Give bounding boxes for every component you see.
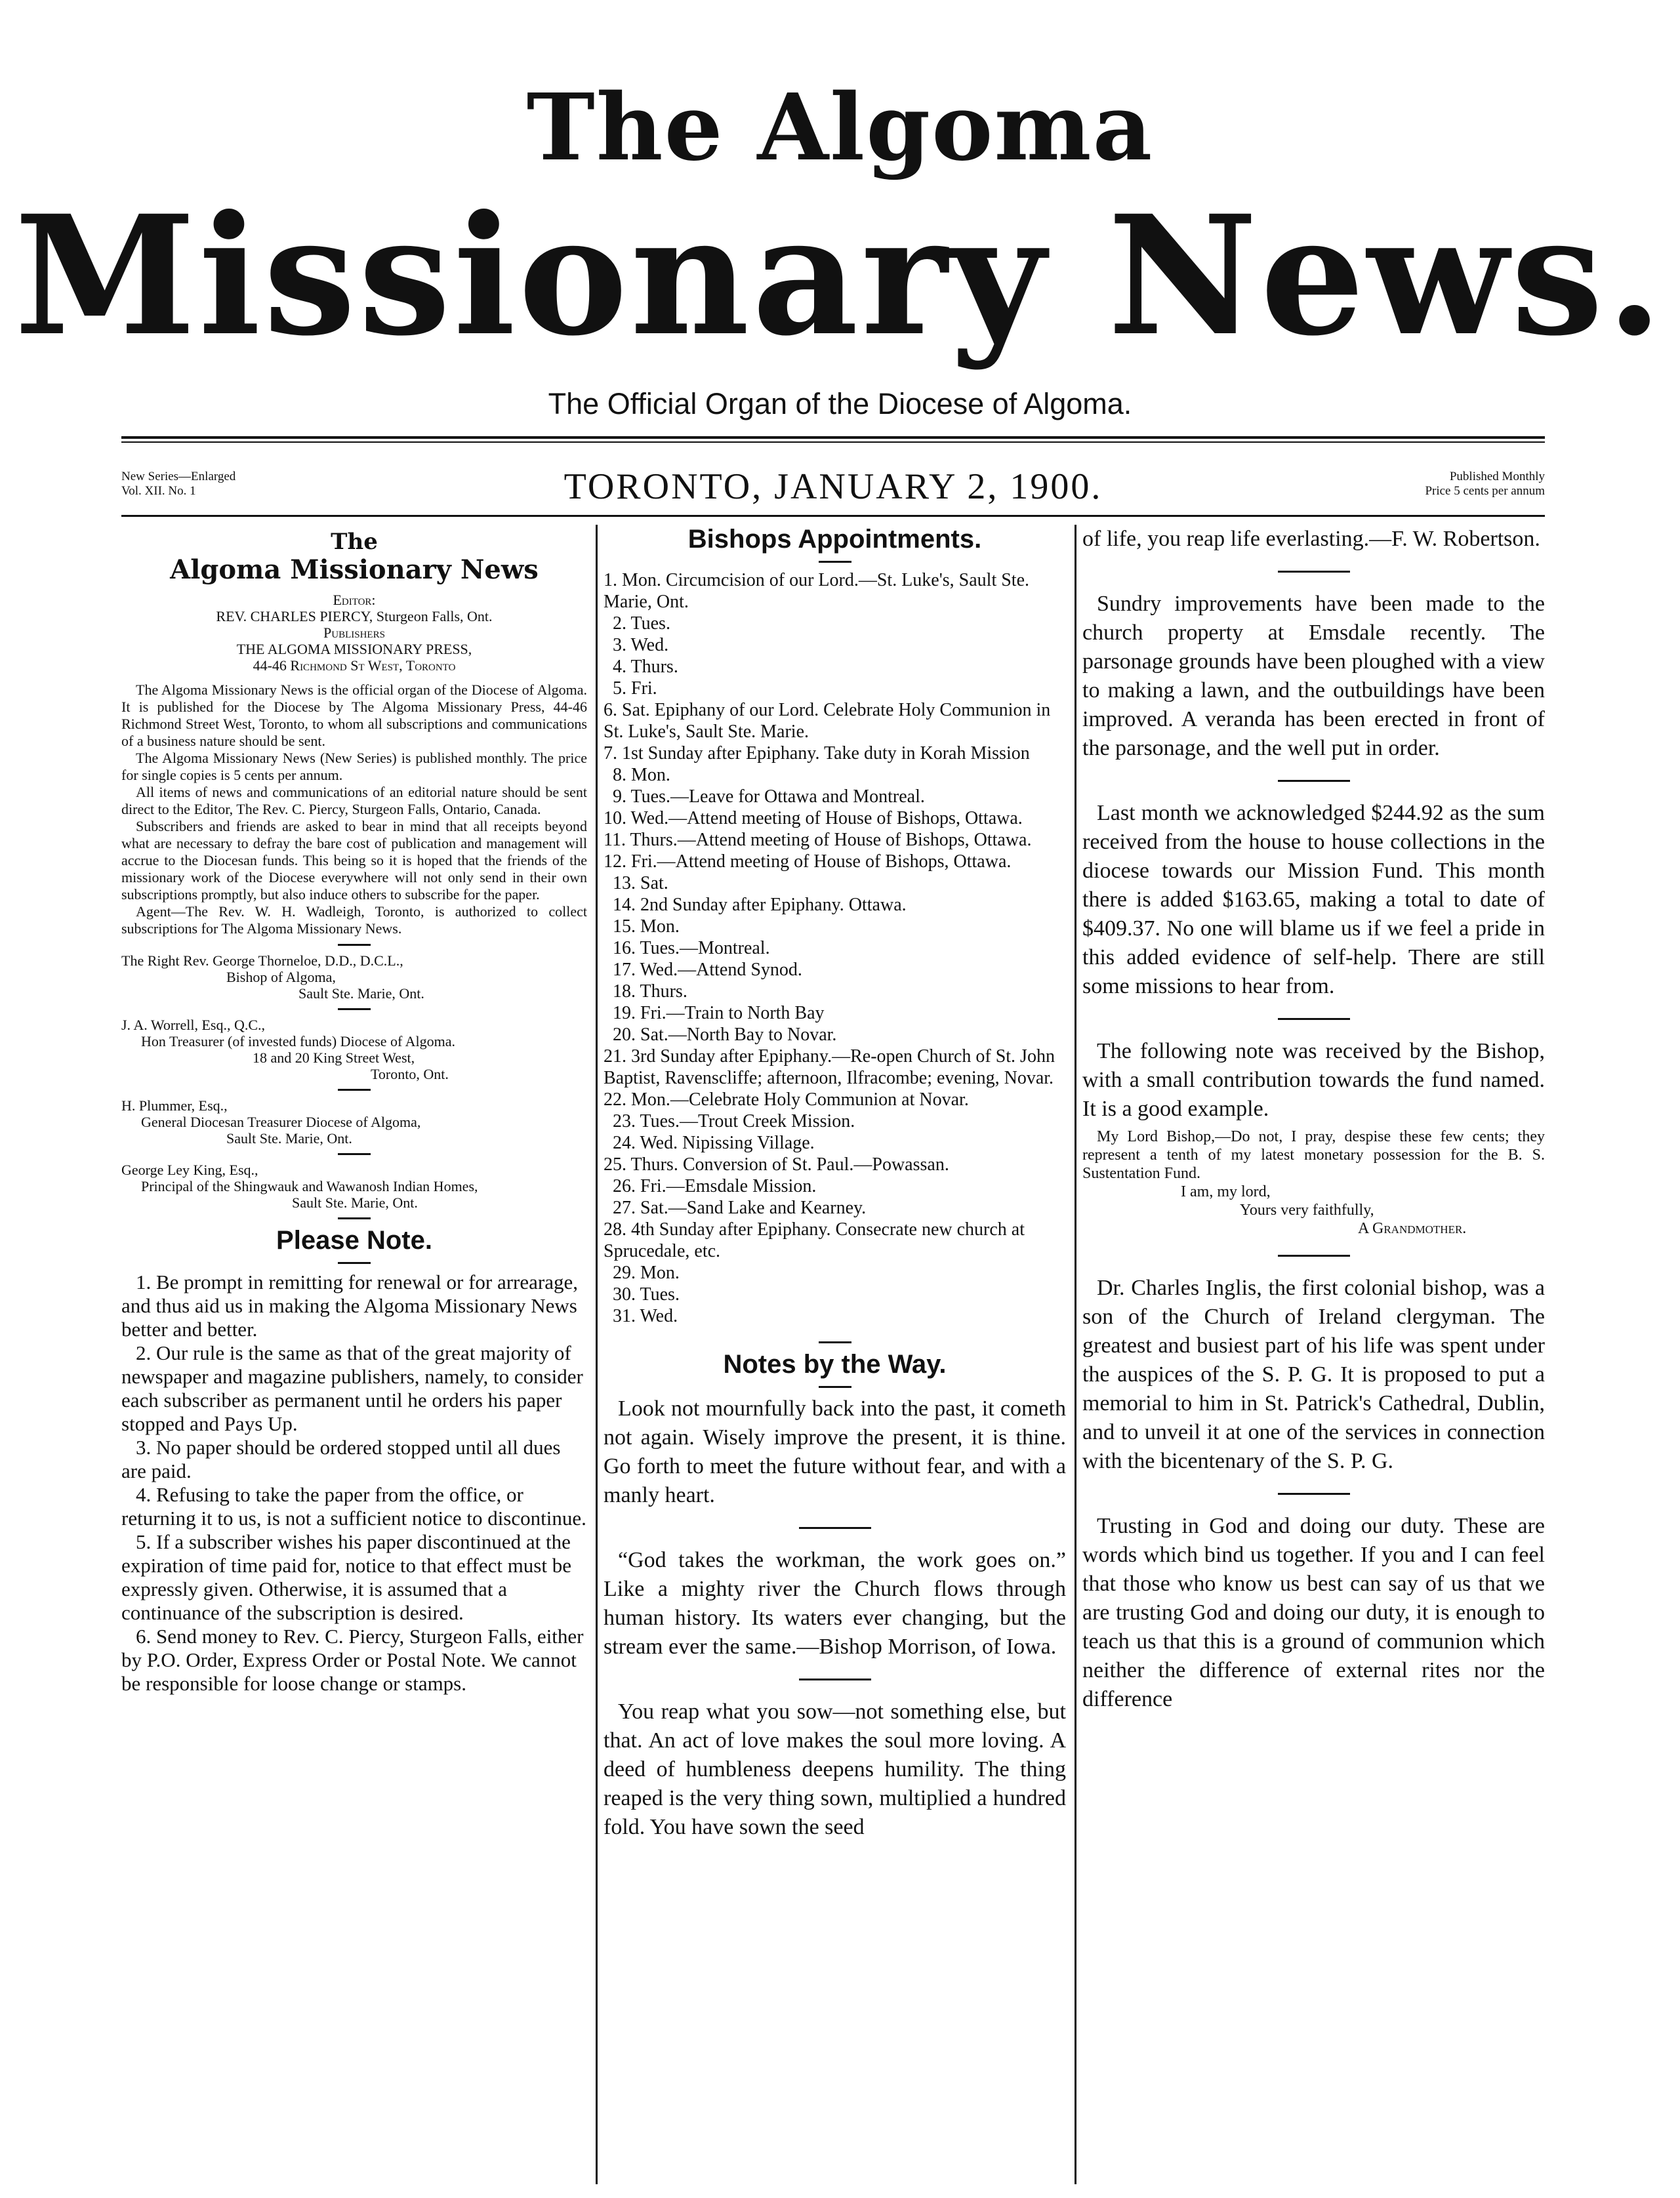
appointment-item: 10. Wed.—Attend meeting of House of Bishops, Ottawa.: [604, 808, 1023, 828]
note-4: 4. Refusing to take the paper from the office, or returning it to us, is not a sufficient notice to discontinue.: [121, 1483, 586, 1530]
divider: [819, 561, 851, 563]
top-rule-thin: [121, 441, 1545, 443]
issue-date: TORONTO, JANUARY 2, 1900.: [563, 466, 1103, 507]
appointment-item: 2. Tues.: [613, 613, 670, 634]
appointment-item: 4. Thurs.: [613, 657, 678, 677]
grandmother-letter: My Lord Bishop,—Do not, I pray, despise these few cents; they represent a tenth of my latest monetary possession for the B. S. Sustentation Fund.: [1082, 1128, 1545, 1182]
agent-paragraph: Agent—The Rev. W. H. Wadleigh, Toronto, is authorized to collect subscriptions for The Algoma Missionary News.: [121, 903, 587, 937]
column-2: [604, 525, 1066, 1842]
box-title: Algoma Missionary News: [170, 554, 539, 585]
divider: [799, 1527, 871, 1529]
inglis-paragraph: Dr. Charles Inglis, the first colonial bishop, was a son of the Church of Ireland clergyman. The greatest and busiest part of his life was spent under the auspices of the S. P. G. It is proposed to put a memorial to him in St. Patrick's Cathedral, Dublin, and to unveil it at one of the services in connection with the bicentenary of the S. P. G.: [1082, 1276, 1545, 1473]
publishers-label: Publishers: [323, 624, 385, 641]
price-paragraph: The Algoma Missionary News (New Series) is published monthly. The price for single copies is 5 cents per annum.: [121, 750, 587, 783]
masthead-line1: The Algoma: [526, 74, 1154, 182]
appointment-item: 9. Tues.—Leave for Ottawa and Montreal.: [613, 786, 925, 807]
top-rule: [121, 436, 1545, 439]
appointment-item: 18. Thurs.: [613, 981, 687, 1002]
appointment-item: 3. Wed.: [613, 635, 669, 655]
notes-paragraph-3: You reap what you sow—not something else, but that. An act of love makes the soul more loving. A deed of humbleness deepens humility. The thing reaped is the very thing sown, multiplied a hundred fold. You have sown the seed: [604, 1699, 1066, 1839]
continued-paragraph: of life, you reap life everlasting.—F. W. Robertson.: [1082, 527, 1540, 551]
divider: [1278, 780, 1350, 782]
series-info: New Series—Enlarged Vol. XII. No. 1: [121, 470, 236, 498]
appointment-item: 12. Fri.—Attend meeting of House of Bishops, Ottawa.: [604, 851, 1012, 872]
note-2: 2. Our rule is the same as that of the great majority of newspaper and magazine publishers, namely, to consider each subscriber as permanent until he orders his paper stopped and Pays Up.: [121, 1341, 583, 1435]
emsdale-paragraph: Sundry improvements have been made to the church property at Emsdale recently. The parsonage grounds have been ploughed with a view to making a lawn, and the outbuildings have been improved. A veranda has been erected in front of the parsonage, and the well put in order.: [1082, 592, 1545, 760]
please-note-heading: Please Note.: [276, 1226, 432, 1255]
divider: [1278, 571, 1350, 573]
letter-signoff: Yours very faithfully,: [1240, 1202, 1374, 1219]
column-1: [121, 525, 587, 1696]
divider: [338, 1008, 371, 1010]
principal-title: Principal of the Shingwauk and Wawanosh Indian Homes,: [141, 1178, 478, 1194]
note-5: 5. If a subscriber wishes his paper discontinued at the expiration of time paid for, notice to that effect must be expressly given. Otherwise, it is assumed that a continuance of the subscription is desired.: [121, 1530, 571, 1624]
publication-info: Published Monthly Price 5 cents per annum: [1425, 470, 1545, 498]
letter-closing: I am, my lord,: [1181, 1183, 1271, 1200]
note-3: 3. No paper should be ordered stopped until all dues are paid.: [121, 1436, 561, 1482]
dateline-rule: [121, 515, 1545, 517]
trusting-paragraph: Trusting in God and doing our duty. These are words which bind us together. If you and I can feel that those who know us best can say of us that we are trusting God and doing our duty, it is enough to teach us that this is a ground of communion which neither the difference of external rites nor the difference: [1082, 1514, 1545, 1711]
appointment-item: 5. Fri.: [613, 678, 657, 699]
editor-name: REV. CHARLES PIERCY, Sturgeon Falls, Ont.: [216, 608, 493, 624]
appointment-item: 30. Tues.: [613, 1284, 680, 1305]
divider: [819, 1386, 851, 1388]
appointment-item: 19. Fri.—Train to North Bay: [613, 1003, 825, 1023]
appointment-item: 31. Wed.: [613, 1306, 678, 1326]
appointment-item: 16. Tues.—Montreal.: [613, 938, 770, 958]
divider: [338, 1089, 371, 1091]
bishop-address: Sault Ste. Marie, Ont.: [298, 985, 424, 1002]
appointment-item: 15. Mon.: [613, 916, 680, 937]
general-treasurer-address: Sault Ste. Marie, Ont.: [226, 1130, 352, 1147]
appointment-item: 22. Mon.—Celebrate Holy Communion at Novar.: [604, 1089, 969, 1110]
principal-address: Sault Ste. Marie, Ont.: [292, 1194, 418, 1211]
masthead-subtitle: The Official Organ of the Diocese of Algoma.: [548, 387, 1132, 420]
divider: [338, 944, 371, 946]
appointment-item: 25. Thurs. Conversion of St. Paul.—Powassan.: [604, 1154, 949, 1175]
appointment-item: 1. Mon. Circumcision of our Lord.—St. Luke's, Sault Ste. Marie, Ont.: [604, 570, 1030, 612]
principal-name: George Ley King, Esq.,: [121, 1162, 258, 1178]
notes-heading: Notes by the Way.: [723, 1350, 947, 1379]
appointment-item: 26. Fri.—Emsdale Mission.: [613, 1176, 817, 1196]
about-paragraph: The Algoma Missionary News is the official organ of the Diocese of Algoma. It is published for the Diocese by The Algoma Missionary Press, 44-46 Richmond Street West, Toronto, to whom all subscriptions and communications of a business nature should be sent.: [121, 682, 587, 749]
subscribers-paragraph: Subscribers and friends are asked to bear in mind that all receipts beyond what are necessary to defray the bare cost of publication and management will accrue to the Diocesan funds. This being so it is hoped that the friends of the missionary work of the Diocese everywhere will not only send in their own subscriptions promptly, but also induce others to subscribe for the paper.: [121, 818, 587, 903]
divider: [819, 1341, 851, 1343]
divider: [338, 1217, 371, 1219]
divider: [799, 1679, 871, 1680]
appointment-item: 7. 1st Sunday after Epiphany. Take duty in Korah Mission: [604, 743, 1030, 763]
column-divider-1: [596, 525, 598, 2184]
bishop-title: Bishop of Algoma,: [226, 969, 336, 985]
box-title-the: The: [331, 529, 378, 555]
publisher-name: THE ALGOMA MISSIONARY PRESS,: [236, 641, 472, 657]
appointment-item: 29. Mon.: [613, 1263, 680, 1283]
appointment-item: 8. Mon.: [613, 765, 670, 785]
appointment-item: 13. Sat.: [613, 873, 668, 893]
notes-paragraph-2: “God takes the workman, the work goes on.” Like a mighty river the Church flows through human history. Its waters ever changing, but the stream ever the same.—Bishop Morrison, of Iowa.: [604, 1548, 1066, 1659]
divider: [338, 1153, 371, 1155]
dateline: [121, 466, 1545, 512]
appointment-item: 6. Sat. Epiphany of our Lord. Celebrate Holy Communion in St. Luke's, Sault Ste. Marie.: [604, 700, 1051, 742]
bishop-name: The Right Rev. George Thorneloe, D.D., D.C.L.,: [121, 952, 403, 969]
note-intro-paragraph: The following note was received by the Bishop, with a small contribution towards the fund named. It is a good example.: [1082, 1039, 1545, 1121]
appointment-item: 27. Sat.—Sand Lake and Kearney.: [613, 1198, 867, 1218]
appointment-item: 11. Thurs.—Attend meeting of House of Bishops, Ottawa.: [604, 830, 1032, 850]
divider: [1278, 1018, 1350, 1020]
notes-paragraph-1: Look not mournfully back into the past, it cometh not again. Wisely improve the present, it is thine. Go forth to meet the future without fear, and with a manly heart.: [604, 1396, 1066, 1507]
general-treasurer-title: General Diocesan Treasurer Diocese of Algoma,: [141, 1114, 421, 1130]
appointment-item: 23. Tues.—Trout Creek Mission.: [613, 1111, 855, 1131]
note-1: 1. Be prompt in remitting for renewal or for arrearage, and thus aid us in making the Algoma Missionary News better and better.: [121, 1271, 578, 1341]
divider: [1278, 1255, 1350, 1257]
appointment-item: 21. 3rd Sunday after Epiphany.—Re-open Church of St. John Baptist, Ravenscliffe; afternoon, Ilfracombe; evening, Novar.: [604, 1046, 1055, 1088]
appointments-list: [604, 569, 1066, 1327]
treasurer-title: Hon Treasurer (of invested funds) Diocese of Algoma.: [141, 1033, 456, 1049]
treasurer-name: J. A. Worrell, Esq., Q.C.,: [121, 1017, 266, 1033]
treasurer-city: Toronto, Ont.: [371, 1066, 449, 1082]
publisher-address: 44-46 Richmond St West, Toronto: [253, 657, 456, 674]
divider: [1278, 1493, 1350, 1495]
column-divider-2: [1075, 525, 1076, 2184]
appointment-item: 14. 2nd Sunday after Epiphany. Ottawa.: [613, 895, 907, 915]
divider: [338, 1262, 371, 1264]
editor-label: Editor:: [333, 592, 376, 608]
letter-signature: A Grandmother.: [1358, 1220, 1467, 1237]
masthead-title: Missionary News.: [14, 179, 1666, 372]
appointments-heading: Bishops Appointments.: [687, 525, 982, 554]
column-3: [1082, 525, 1545, 1714]
note-6: 6. Send money to Rev. C. Piercy, Sturgeon Falls, either by P.O. Order, Express Order or Postal Note. We cannot be responsible for loose change or stamps.: [121, 1625, 584, 1695]
appointment-item: 28. 4th Sunday after Epiphany. Consecrate new church at Sprucedale, etc.: [604, 1219, 1025, 1261]
treasurer-address: 18 and 20 King Street West,: [253, 1049, 415, 1066]
appointment-item: 20. Sat.—North Bay to Novar.: [613, 1025, 837, 1045]
mission-fund-paragraph: Last month we acknowledged $244.92 as the sum received from the house to house collections in the diocese towards our Mission Fund. This month there is added $163.65, making a total to date of $409.37. No one will blame us if we feel a pride in this added evidence of self-help. There are still some missions to hear from.: [1082, 801, 1545, 998]
editorial-paragraph: All items of news and communications of an editorial nature should be sent direct to the Editor, The Rev. C. Piercy, Sturgeon Falls, Ontario, Canada.: [121, 784, 587, 817]
general-treasurer-name: H. Plummer, Esq.,: [121, 1097, 228, 1114]
appointment-item: 24. Wed. Nipissing Village.: [613, 1133, 815, 1153]
appointment-item: 17. Wed.—Attend Synod.: [613, 960, 802, 980]
